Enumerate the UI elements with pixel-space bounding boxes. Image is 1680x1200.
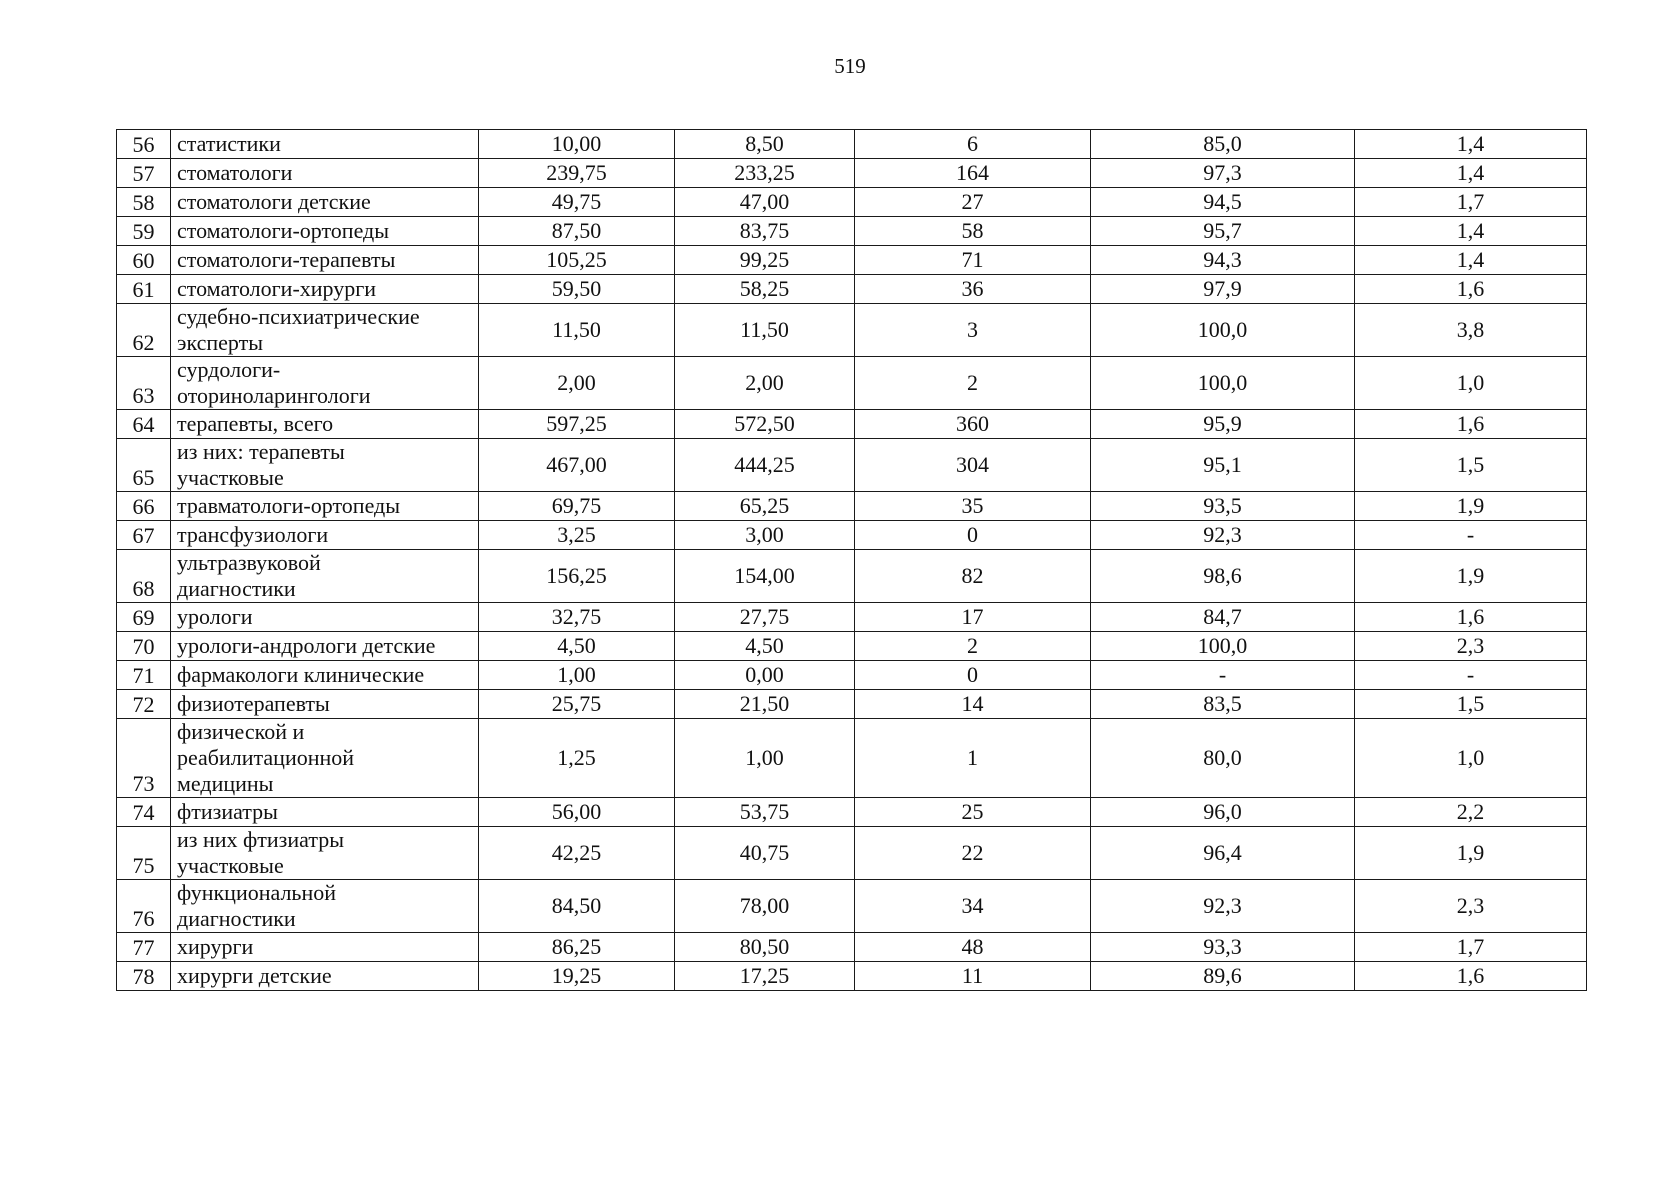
row-number: 69 bbox=[117, 603, 171, 632]
specialty-name bbox=[171, 719, 479, 798]
value-cell-col3: 0 bbox=[855, 661, 1091, 690]
table-row bbox=[117, 933, 1587, 962]
value-cell-col4: 92,3 bbox=[1091, 880, 1355, 933]
table-row bbox=[117, 357, 1587, 410]
specialty-name-line: диагностики bbox=[177, 576, 296, 601]
table-row bbox=[117, 492, 1587, 521]
value-cell-col4: 95,1 bbox=[1091, 439, 1355, 492]
value-cell-col2: 233,25 bbox=[675, 159, 855, 188]
specialty-name bbox=[171, 603, 479, 632]
specialty-name bbox=[171, 410, 479, 439]
table-row bbox=[117, 246, 1587, 275]
specialty-name bbox=[171, 933, 479, 962]
value-cell-col4: - bbox=[1091, 661, 1355, 690]
row-number: 59 bbox=[117, 217, 171, 246]
specialty-name-line: стоматологи-хирурги bbox=[177, 276, 377, 301]
specialty-name-line: из них: терапевты bbox=[177, 439, 345, 464]
specialty-name-line: фтизиатры bbox=[177, 799, 278, 824]
specialty-name-line: стоматологи-терапевты bbox=[177, 247, 396, 272]
specialty-name-line: диагностики bbox=[177, 906, 296, 931]
value-cell-col1: 42,25 bbox=[479, 827, 675, 880]
value-cell-col1: 56,00 bbox=[479, 798, 675, 827]
value-cell-col4: 93,5 bbox=[1091, 492, 1355, 521]
value-cell-col1: 25,75 bbox=[479, 690, 675, 719]
value-cell-col2: 3,00 bbox=[675, 521, 855, 550]
row-number: 73 bbox=[117, 719, 171, 798]
table-row bbox=[117, 304, 1587, 357]
table-body bbox=[117, 130, 1587, 991]
value-cell-col5: 2,3 bbox=[1355, 880, 1587, 933]
table-row bbox=[117, 521, 1587, 550]
value-cell-col1: 239,75 bbox=[479, 159, 675, 188]
value-cell-col4: 100,0 bbox=[1091, 304, 1355, 357]
value-cell-col4: 100,0 bbox=[1091, 632, 1355, 661]
specialty-name bbox=[171, 827, 479, 880]
row-number: 60 bbox=[117, 246, 171, 275]
table-row bbox=[117, 130, 1587, 159]
value-cell-col1: 84,50 bbox=[479, 880, 675, 933]
row-number: 66 bbox=[117, 492, 171, 521]
row-number: 62 bbox=[117, 304, 171, 357]
specialty-name-line: травматологи-ортопеды bbox=[177, 493, 401, 518]
value-cell-col2: 17,25 bbox=[675, 962, 855, 991]
value-cell-col4: 84,7 bbox=[1091, 603, 1355, 632]
specialty-name bbox=[171, 550, 479, 603]
value-cell-col5: 2,3 bbox=[1355, 632, 1587, 661]
value-cell-col4: 85,0 bbox=[1091, 130, 1355, 159]
value-cell-col2: 2,00 bbox=[675, 357, 855, 410]
value-cell-col2: 47,00 bbox=[675, 188, 855, 217]
value-cell-col4: 93,3 bbox=[1091, 933, 1355, 962]
value-cell-col4: 100,0 bbox=[1091, 357, 1355, 410]
value-cell-col1: 597,25 bbox=[479, 410, 675, 439]
value-cell-col5: 1,9 bbox=[1355, 492, 1587, 521]
specialty-name bbox=[171, 439, 479, 492]
value-cell-col1: 69,75 bbox=[479, 492, 675, 521]
specialty-name-line: участковые bbox=[177, 853, 284, 878]
value-cell-col5: 1,7 bbox=[1355, 188, 1587, 217]
value-cell-col3: 48 bbox=[855, 933, 1091, 962]
specialty-name bbox=[171, 798, 479, 827]
specialty-name-line: хирурги bbox=[177, 934, 254, 959]
value-cell-col3: 164 bbox=[855, 159, 1091, 188]
value-cell-col1: 11,50 bbox=[479, 304, 675, 357]
specialty-name-line: фармакологи клинические bbox=[177, 662, 425, 687]
row-number: 77 bbox=[117, 933, 171, 962]
row-number: 72 bbox=[117, 690, 171, 719]
value-cell-col5: 1,6 bbox=[1355, 275, 1587, 304]
specialty-name-line: стоматологи детские bbox=[177, 189, 371, 214]
value-cell-col2: 78,00 bbox=[675, 880, 855, 933]
value-cell-col4: 89,6 bbox=[1091, 962, 1355, 991]
value-cell-col4: 83,5 bbox=[1091, 690, 1355, 719]
page-number: 519 bbox=[834, 54, 866, 78]
value-cell-col1: 10,00 bbox=[479, 130, 675, 159]
value-cell-col1: 105,25 bbox=[479, 246, 675, 275]
value-cell-col2: 1,00 bbox=[675, 719, 855, 798]
specialty-name-line: терапевты, всего bbox=[177, 411, 334, 436]
table-row bbox=[117, 632, 1587, 661]
value-cell-col3: 22 bbox=[855, 827, 1091, 880]
specialty-name-line: трансфузиологи bbox=[177, 522, 329, 547]
table-row bbox=[117, 827, 1587, 880]
value-cell-col1: 4,50 bbox=[479, 632, 675, 661]
specialty-name bbox=[171, 661, 479, 690]
value-cell-col3: 2 bbox=[855, 357, 1091, 410]
specialty-name-line: сурдологи- bbox=[177, 357, 281, 382]
value-cell-col3: 304 bbox=[855, 439, 1091, 492]
value-cell-col2: 53,75 bbox=[675, 798, 855, 827]
value-cell-col3: 34 bbox=[855, 880, 1091, 933]
value-cell-col3: 71 bbox=[855, 246, 1091, 275]
value-cell-col3: 36 bbox=[855, 275, 1091, 304]
specialty-name bbox=[171, 521, 479, 550]
value-cell-col1: 86,25 bbox=[479, 933, 675, 962]
value-cell-col3: 2 bbox=[855, 632, 1091, 661]
specialty-name bbox=[171, 880, 479, 933]
specialty-name bbox=[171, 159, 479, 188]
value-cell-col3: 14 bbox=[855, 690, 1091, 719]
specialty-name-line: стоматологи-ортопеды bbox=[177, 218, 390, 243]
value-cell-col3: 25 bbox=[855, 798, 1091, 827]
value-cell-col1: 156,25 bbox=[479, 550, 675, 603]
value-cell-col1: 3,25 bbox=[479, 521, 675, 550]
specialty-name bbox=[171, 130, 479, 159]
value-cell-col3: 35 bbox=[855, 492, 1091, 521]
value-cell-col4: 80,0 bbox=[1091, 719, 1355, 798]
specialty-name-line: эксперты bbox=[177, 330, 263, 355]
value-cell-col1: 87,50 bbox=[479, 217, 675, 246]
table-row bbox=[117, 410, 1587, 439]
row-number: 57 bbox=[117, 159, 171, 188]
specialty-name-line: участковые bbox=[177, 465, 284, 490]
specialty-name-line: статистики bbox=[177, 131, 281, 156]
value-cell-col4: 96,0 bbox=[1091, 798, 1355, 827]
value-cell-col4: 96,4 bbox=[1091, 827, 1355, 880]
specialty-name bbox=[171, 690, 479, 719]
row-number: 56 bbox=[117, 130, 171, 159]
table-row bbox=[117, 661, 1587, 690]
value-cell-col2: 99,25 bbox=[675, 246, 855, 275]
value-cell-col5: 1,9 bbox=[1355, 827, 1587, 880]
value-cell-col2: 154,00 bbox=[675, 550, 855, 603]
value-cell-col5: 1,0 bbox=[1355, 357, 1587, 410]
value-cell-col5: 1,6 bbox=[1355, 962, 1587, 991]
value-cell-col4: 98,6 bbox=[1091, 550, 1355, 603]
value-cell-col1: 1,25 bbox=[479, 719, 675, 798]
value-cell-col2: 11,50 bbox=[675, 304, 855, 357]
value-cell-col3: 6 bbox=[855, 130, 1091, 159]
specialty-name bbox=[171, 962, 479, 991]
value-cell-col2: 83,75 bbox=[675, 217, 855, 246]
specialty-name-line: стоматологи bbox=[177, 160, 293, 185]
specialty-name-line: из них фтизиатры bbox=[177, 827, 344, 852]
specialty-name bbox=[171, 304, 479, 357]
value-cell-col1: 1,00 bbox=[479, 661, 675, 690]
value-cell-col3: 1 bbox=[855, 719, 1091, 798]
row-number: 71 bbox=[117, 661, 171, 690]
value-cell-col5: 1,6 bbox=[1355, 603, 1587, 632]
row-number: 74 bbox=[117, 798, 171, 827]
row-number: 76 bbox=[117, 880, 171, 933]
value-cell-col2: 572,50 bbox=[675, 410, 855, 439]
specialty-name bbox=[171, 217, 479, 246]
value-cell-col1: 49,75 bbox=[479, 188, 675, 217]
value-cell-col2: 40,75 bbox=[675, 827, 855, 880]
specialty-name bbox=[171, 632, 479, 661]
specialists-table bbox=[116, 129, 1587, 991]
value-cell-col5: 3,8 bbox=[1355, 304, 1587, 357]
value-cell-col4: 97,9 bbox=[1091, 275, 1355, 304]
value-cell-col3: 0 bbox=[855, 521, 1091, 550]
specialty-name-line: медицины bbox=[177, 771, 274, 796]
table-row bbox=[117, 690, 1587, 719]
value-cell-col3: 360 bbox=[855, 410, 1091, 439]
table-row bbox=[117, 188, 1587, 217]
row-number: 68 bbox=[117, 550, 171, 603]
value-cell-col2: 21,50 bbox=[675, 690, 855, 719]
value-cell-col3: 3 bbox=[855, 304, 1091, 357]
specialty-name-line: физиотерапевты bbox=[177, 691, 330, 716]
value-cell-col5: 1,5 bbox=[1355, 690, 1587, 719]
value-cell-col1: 19,25 bbox=[479, 962, 675, 991]
value-cell-col5: 2,2 bbox=[1355, 798, 1587, 827]
specialty-name-line: функциональной bbox=[177, 880, 337, 905]
value-cell-col3: 27 bbox=[855, 188, 1091, 217]
table-row bbox=[117, 719, 1587, 798]
specialty-name-line: реабилитационной bbox=[177, 745, 355, 770]
value-cell-col5: 1,5 bbox=[1355, 439, 1587, 492]
table-row bbox=[117, 603, 1587, 632]
table-row bbox=[117, 217, 1587, 246]
value-cell-col4: 94,3 bbox=[1091, 246, 1355, 275]
table-row bbox=[117, 550, 1587, 603]
value-cell-col5: 1,4 bbox=[1355, 246, 1587, 275]
specialty-name-line: ультразвуковой bbox=[177, 550, 321, 575]
value-cell-col4: 95,9 bbox=[1091, 410, 1355, 439]
value-cell-col3: 82 bbox=[855, 550, 1091, 603]
specialty-name-line: хирурги детские bbox=[177, 963, 332, 988]
value-cell-col2: 58,25 bbox=[675, 275, 855, 304]
value-cell-col5: - bbox=[1355, 661, 1587, 690]
row-number: 78 bbox=[117, 962, 171, 991]
table-row bbox=[117, 798, 1587, 827]
value-cell-col5: 1,7 bbox=[1355, 933, 1587, 962]
row-number: 63 bbox=[117, 357, 171, 410]
value-cell-col3: 58 bbox=[855, 217, 1091, 246]
table-row bbox=[117, 439, 1587, 492]
value-cell-col1: 467,00 bbox=[479, 439, 675, 492]
specialty-name bbox=[171, 275, 479, 304]
row-number: 75 bbox=[117, 827, 171, 880]
specialty-name-line: физической и bbox=[177, 719, 305, 744]
value-cell-col1: 2,00 bbox=[479, 357, 675, 410]
row-number: 70 bbox=[117, 632, 171, 661]
value-cell-col4: 97,3 bbox=[1091, 159, 1355, 188]
specialty-name bbox=[171, 188, 479, 217]
value-cell-col4: 92,3 bbox=[1091, 521, 1355, 550]
value-cell-col1: 32,75 bbox=[479, 603, 675, 632]
value-cell-col2: 0,00 bbox=[675, 661, 855, 690]
specialty-name-line: оториноларингологи bbox=[177, 383, 371, 408]
row-number: 64 bbox=[117, 410, 171, 439]
row-number: 61 bbox=[117, 275, 171, 304]
value-cell-col2: 65,25 bbox=[675, 492, 855, 521]
value-cell-col2: 80,50 bbox=[675, 933, 855, 962]
table-row bbox=[117, 159, 1587, 188]
row-number: 67 bbox=[117, 521, 171, 550]
table-row bbox=[117, 880, 1587, 933]
specialty-name bbox=[171, 246, 479, 275]
table-row bbox=[117, 275, 1587, 304]
value-cell-col5: - bbox=[1355, 521, 1587, 550]
value-cell-col5: 1,9 bbox=[1355, 550, 1587, 603]
value-cell-col5: 1,0 bbox=[1355, 719, 1587, 798]
row-number: 65 bbox=[117, 439, 171, 492]
value-cell-col2: 4,50 bbox=[675, 632, 855, 661]
value-cell-col2: 27,75 bbox=[675, 603, 855, 632]
value-cell-col4: 95,7 bbox=[1091, 217, 1355, 246]
specialty-name-line: урологи bbox=[177, 604, 253, 629]
specialty-name-line: урологи-андрологи детские bbox=[177, 633, 436, 658]
table-row bbox=[117, 962, 1587, 991]
specialty-name-line: судебно-психиатрические bbox=[177, 304, 420, 329]
value-cell-col5: 1,4 bbox=[1355, 130, 1587, 159]
value-cell-col2: 444,25 bbox=[675, 439, 855, 492]
value-cell-col5: 1,4 bbox=[1355, 217, 1587, 246]
specialty-name bbox=[171, 492, 479, 521]
value-cell-col2: 8,50 bbox=[675, 130, 855, 159]
value-cell-col5: 1,4 bbox=[1355, 159, 1587, 188]
value-cell-col1: 59,50 bbox=[479, 275, 675, 304]
value-cell-col3: 11 bbox=[855, 962, 1091, 991]
row-number: 58 bbox=[117, 188, 171, 217]
value-cell-col4: 94,5 bbox=[1091, 188, 1355, 217]
specialty-name bbox=[171, 357, 479, 410]
value-cell-col3: 17 bbox=[855, 603, 1091, 632]
value-cell-col5: 1,6 bbox=[1355, 410, 1587, 439]
